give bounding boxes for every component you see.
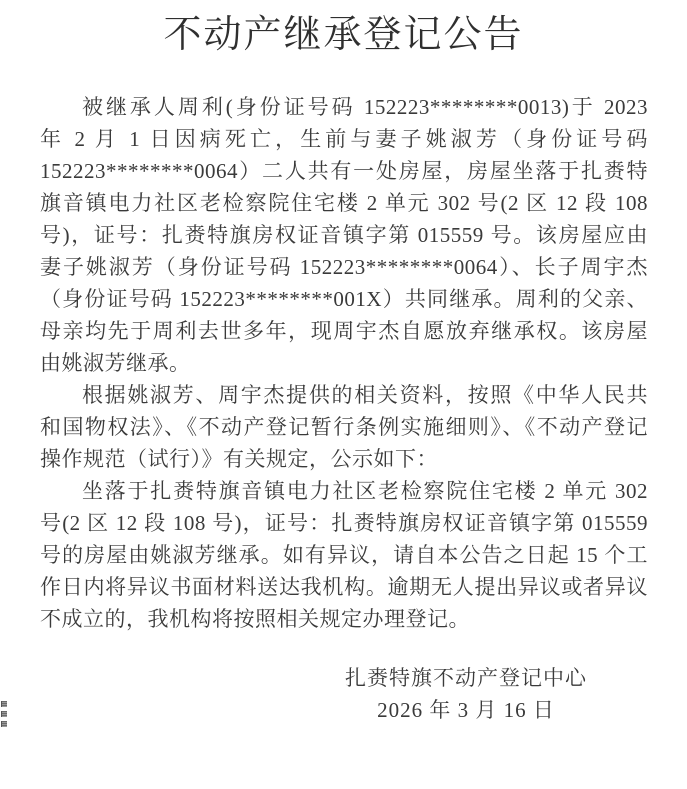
document-line: 不成立的，我机构将按照相关规定办理登记。 <box>40 607 470 631</box>
scan-artifact-mark <box>1 711 7 717</box>
document-line: 坐落于扎赉特旗音镇电力社区老检察院住宅楼 2 单元 302 <box>82 479 648 503</box>
document-body <box>40 91 648 635</box>
document-line: 和国物权法》、《不动产登记暂行条例实施细则》、《不动产登记 <box>40 415 648 439</box>
document-line: 号)，证号：扎赉特旗房权证音镇字第 015559 号。该房屋应由 <box>40 223 648 247</box>
document-line: 年 2 月 1 日因病死亡，生前与妻子姚淑芳（身份证号码 <box>40 127 648 151</box>
document-line: 号(2 区 12 段 108 号)，证号：扎赉特旗房权证音镇字第 015559 <box>40 511 648 535</box>
document-line: 被继承人周利(身份证号码 152223********0013)于 2023 <box>82 95 648 119</box>
document-line: 妻子姚淑芳（身份证号码 152223********0064）、长子周宇杰 <box>40 255 648 279</box>
document-title: 不动产继承登记公告 <box>163 14 524 56</box>
document-line: 号的房屋由姚淑芳继承。如有异议，请自本公告之日起 15 个工 <box>40 543 648 567</box>
document-line: （身份证号码 152223********001X）共同继承。周利的父亲、 <box>40 287 648 311</box>
scan-artifact-mark <box>1 721 7 727</box>
document-line: 由姚淑芳继承。 <box>40 351 191 375</box>
document-line: 152223********0064）二人共有一处房屋，房屋坐落于扎赉特 <box>40 159 648 183</box>
signature-block <box>345 662 587 726</box>
scan-artifact-mark <box>1 701 7 707</box>
document-line: 根据姚淑芳、周宇杰提供的相关资料，按照《中华人民共 <box>82 383 648 407</box>
document-line: 作日内将异议书面材料送达我机构。逾期无人提出异议或者异议 <box>40 575 648 599</box>
signature-date: 2026 年 3 月 16 日 <box>377 698 555 722</box>
document-line: 操作规范（试行）》有关规定，公示如下： <box>40 447 438 471</box>
document-line: 母亲均先于周利去世多年，现周宇杰自愿放弃继承权。该房屋 <box>40 319 648 343</box>
signatory-organization: 扎赉特旗不动产登记中心 <box>345 666 587 690</box>
document-line: 旗音镇电力社区老检察院住宅楼 2 单元 302 号(2 区 12 段 108 <box>40 191 648 215</box>
